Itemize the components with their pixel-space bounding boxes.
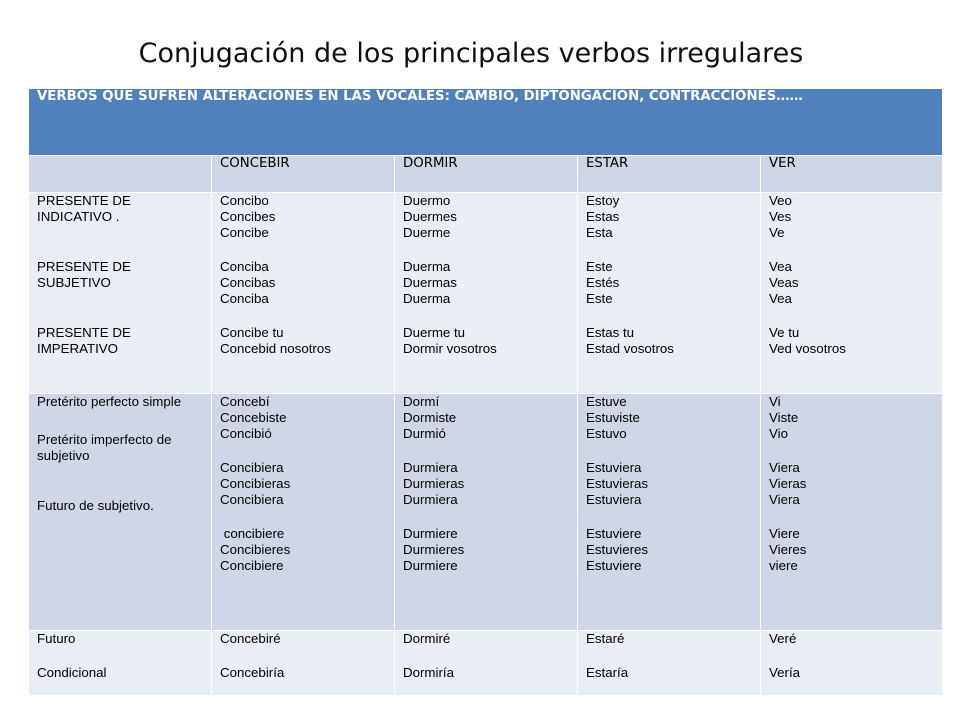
header-estar: ESTAR <box>578 156 761 193</box>
form: Dormiré <box>403 631 451 646</box>
form: Duermas <box>403 275 457 290</box>
form: Dormir vosotros <box>403 341 497 356</box>
form: Duermo <box>403 193 451 208</box>
form: Concibió <box>220 426 272 441</box>
form: Dormí <box>403 394 440 409</box>
tense-labels <box>29 193 212 394</box>
verb-cell-ver <box>761 193 943 394</box>
banner-row <box>29 89 943 156</box>
form: Durmió <box>403 426 446 441</box>
form: Estuviere <box>586 558 642 573</box>
form: Veo <box>769 193 792 208</box>
table-row <box>29 394 943 631</box>
tense-label: Condicional <box>37 665 107 680</box>
form: Ve tu <box>769 325 800 340</box>
form: Estaría <box>586 665 629 680</box>
form: Duerma <box>403 259 451 274</box>
form: Concebid nosotros <box>220 341 331 356</box>
form: Concibas <box>220 275 276 290</box>
verb-cell-concebir <box>212 631 395 696</box>
form: Este <box>586 259 613 274</box>
tense-label: Pretérito perfecto simple <box>37 394 182 409</box>
form: Estuviera <box>586 460 642 475</box>
form: Vi <box>769 394 781 409</box>
form: Vieras <box>769 476 807 491</box>
verb-cell-dormir <box>395 193 578 394</box>
verb-cell-estar <box>578 394 761 631</box>
form: Vieres <box>769 542 807 557</box>
form: Veré <box>769 631 797 646</box>
form: Viste <box>769 410 799 425</box>
form: Concibiere <box>220 558 284 573</box>
form: concibiere <box>220 526 285 541</box>
header-ver: VER <box>761 156 943 193</box>
form: Concebí <box>220 394 270 409</box>
tense-label: Pretérito imperfecto de subjetivo <box>37 432 172 463</box>
tense-label: Futuro de subjetivo. <box>37 498 154 513</box>
form: Concibieras <box>220 476 291 491</box>
form: Ved vosotros <box>769 341 846 356</box>
tense-label: PRESENTE DE INDICATIVO . <box>37 193 131 224</box>
form: Vio <box>769 426 788 441</box>
form: Ves <box>769 209 792 224</box>
form: Estuviera <box>586 492 642 507</box>
form: Veas <box>769 275 799 290</box>
header-empty <box>29 156 212 193</box>
header-dormir: DORMIR <box>395 156 578 193</box>
verb-cell-ver <box>761 394 943 631</box>
form: Concibo <box>220 193 269 208</box>
form: Durmiera <box>403 460 458 475</box>
form: Concibe tu <box>220 325 284 340</box>
form: Duerme <box>403 225 451 240</box>
form: Durmiere <box>403 526 458 541</box>
verb-cell-estar <box>578 631 761 696</box>
form: Estuvo <box>586 426 627 441</box>
form: Estés <box>586 275 620 290</box>
form: Vería <box>769 665 801 680</box>
verb-cell-dormir <box>395 394 578 631</box>
verb-cell-estar <box>578 193 761 394</box>
tense-label: PRESENTE DE IMPERATIVO <box>37 325 131 356</box>
form: Durmiera <box>403 492 458 507</box>
form: Esta <box>586 225 613 240</box>
form: Duerma <box>403 291 451 306</box>
verb-cell-ver <box>761 631 943 696</box>
header-concebir: CONCEBIR <box>212 156 395 193</box>
form: Este <box>586 291 613 306</box>
form: Viera <box>769 460 800 475</box>
form: Vea <box>769 291 792 306</box>
conjugation-table <box>28 88 943 696</box>
verb-cell-concebir <box>212 193 395 394</box>
form: Dormiría <box>403 665 454 680</box>
form: Conciba <box>220 259 269 274</box>
form: Dormiste <box>403 410 457 425</box>
form: Estaré <box>586 631 625 646</box>
form: Estas tu <box>586 325 635 340</box>
form: Concebiste <box>220 410 287 425</box>
form: Concebiría <box>220 665 285 680</box>
table-row <box>29 193 943 394</box>
form: Durmiere <box>403 558 458 573</box>
form: Concebiré <box>220 631 281 646</box>
form: Estas <box>586 209 620 224</box>
form: Concibes <box>220 209 276 224</box>
form: Estoy <box>586 193 620 208</box>
form: Duermes <box>403 209 457 224</box>
form: Concibiera <box>220 492 284 507</box>
form: Durmieres <box>403 542 465 557</box>
form: Durmieras <box>403 476 465 491</box>
table-row <box>29 631 943 696</box>
form: Concibieres <box>220 542 291 557</box>
form: Ve <box>769 225 785 240</box>
banner-text: VERBOS QUE SUFREN ALTERACIONES EN LAS VOCALES: CAMBIO, DIPTONGACION, CONTRACCIONES…… <box>29 89 943 156</box>
form: Estuve <box>586 394 627 409</box>
page-title: Conjugación de los principales verbos irregulares <box>138 38 804 69</box>
form: Vea <box>769 259 792 274</box>
verb-cell-concebir <box>212 394 395 631</box>
tense-label: Futuro <box>37 631 76 646</box>
form: Concibe <box>220 225 269 240</box>
form: Estuviste <box>586 410 640 425</box>
form: Estuvieres <box>586 542 649 557</box>
verb-cell-dormir <box>395 631 578 696</box>
tense-label: PRESENTE DE SUBJETIVO <box>37 259 131 290</box>
form: Viera <box>769 492 800 507</box>
form: Estad vosotros <box>586 341 674 356</box>
form: Estuvieras <box>586 476 649 491</box>
form: Viere <box>769 526 800 541</box>
form: Estuviere <box>586 526 642 541</box>
form: viere <box>769 558 798 573</box>
form: Duerme tu <box>403 325 466 340</box>
header-row <box>29 156 943 193</box>
tense-labels <box>29 394 212 631</box>
form: Concibiera <box>220 460 284 475</box>
form: Conciba <box>220 291 269 306</box>
tense-labels <box>29 631 212 696</box>
